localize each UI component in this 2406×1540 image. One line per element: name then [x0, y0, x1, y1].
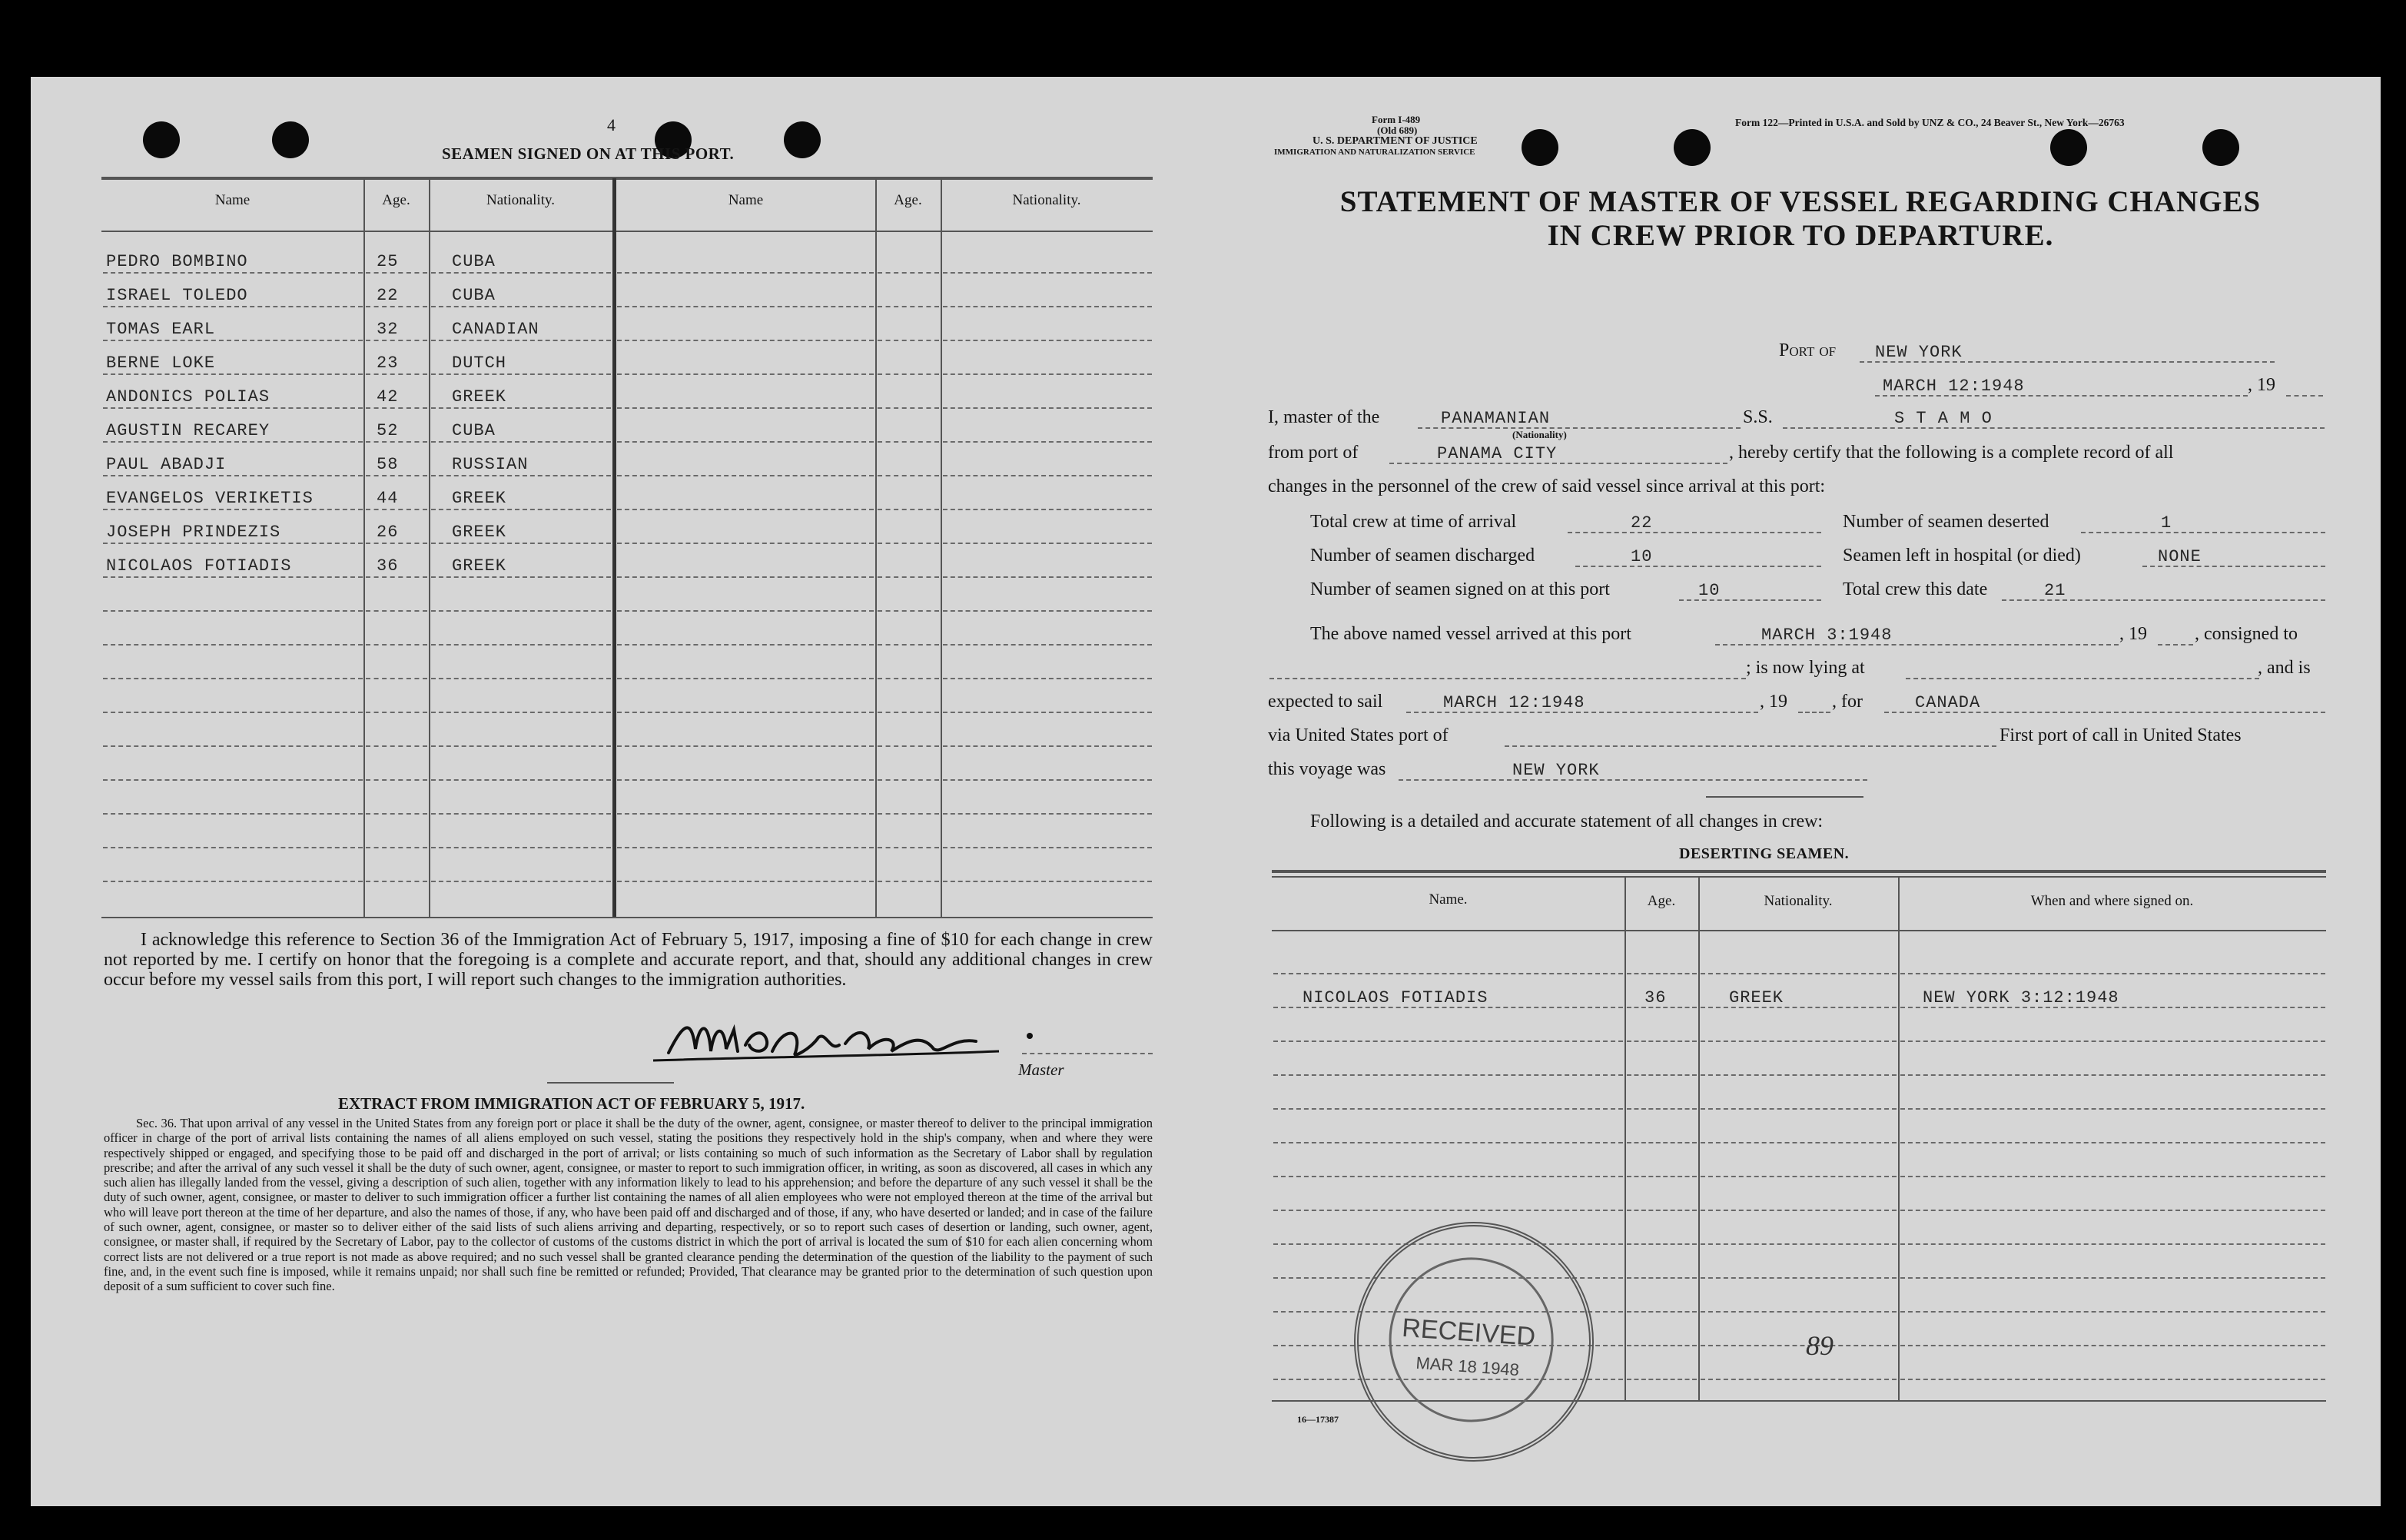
ruled-line — [1273, 1108, 1623, 1110]
ruled-line — [103, 779, 363, 781]
column-divider — [1698, 878, 1700, 1400]
ruled-line — [103, 475, 363, 476]
ruled-line — [431, 779, 611, 781]
ruled-line — [1900, 1243, 2325, 1245]
ruled-line — [103, 712, 363, 713]
column-header: Age. — [1647, 893, 1676, 909]
left-page-heading: SEAMEN SIGNED ON AT THIS PORT. — [442, 144, 735, 163]
form-title-line1: STATEMENT OF MASTER OF VESSEL REGARDING CHANGES — [1339, 185, 2262, 218]
ruled-line — [1701, 1108, 1897, 1110]
column-header: Name — [728, 192, 764, 208]
ruled-line — [431, 712, 611, 713]
total-crew-arrival-label: Total crew at time of arrival — [1310, 512, 1517, 532]
ruled-line — [878, 543, 939, 544]
statement-date: MARCH 12:1948 — [1883, 377, 2025, 396]
ruled-line — [943, 576, 1152, 578]
ruled-line — [943, 847, 1152, 848]
changes-text: changes in the personnel of the crew of said vessel since arrival at this port: — [1268, 476, 1826, 496]
ruled-line — [1627, 1379, 1697, 1380]
column-header: Name — [214, 192, 251, 208]
table-header-rule — [101, 231, 1153, 232]
ruled-line — [943, 678, 1152, 679]
seaman-name: ISRAEL TOLEDO — [106, 286, 248, 305]
seaman-age: 32 — [377, 320, 399, 339]
ruled-line — [617, 543, 874, 544]
ruled-line — [1273, 1040, 1623, 1042]
deserted-count: 1 — [2161, 513, 2172, 533]
ruled-line — [431, 847, 611, 848]
seaman-nationality: CUBA — [452, 252, 496, 271]
form-number: Form I-489 — [1372, 114, 1421, 125]
ruled-line — [1701, 1379, 1897, 1380]
punch-hole — [1522, 129, 1558, 166]
ruled-line — [103, 272, 363, 274]
ruled-line — [366, 745, 427, 747]
column-divider — [612, 178, 616, 917]
seaman-name: ANDONICS POLIAS — [106, 387, 270, 407]
signed-on-label: Number of seamen signed on at this port — [1310, 579, 1610, 599]
ruled-line — [878, 576, 939, 578]
ruled-line — [617, 340, 874, 341]
seaman-age: 26 — [377, 523, 399, 542]
ruled-line — [1900, 973, 2325, 974]
ruled-line — [366, 881, 427, 882]
ruled-line — [431, 306, 611, 307]
ruled-line — [617, 272, 874, 274]
ss-label: S.S. — [1743, 407, 1773, 427]
ruled-line — [617, 881, 874, 882]
ruled-line — [943, 610, 1152, 612]
seaman-age: 42 — [377, 387, 399, 407]
ruled-line — [1627, 1345, 1697, 1346]
printer-line: Form 122—Printed in U.S.A. and Sold by UNZ & CO., 24 Beaver St., New York—26763 — [1735, 117, 2125, 128]
ruled-line — [1627, 1108, 1697, 1110]
ruled-line — [1273, 1210, 1623, 1211]
ruled-line — [431, 509, 611, 510]
seaman-nationality: DUTCH — [452, 353, 507, 373]
ruled-line — [103, 847, 363, 848]
ruled-line — [878, 678, 939, 679]
nationality-caption: (Nationality) — [1512, 429, 1567, 440]
handwritten-number: 89 — [1806, 1330, 1834, 1361]
port-value: NEW YORK — [1875, 343, 1963, 362]
fill-line — [1798, 712, 1830, 713]
stamp-date-text: MAR 18 1948 — [1415, 1352, 1520, 1380]
ruled-line — [431, 576, 611, 578]
ruled-line — [431, 881, 611, 882]
ruled-line — [431, 373, 611, 375]
ruled-line — [943, 272, 1152, 274]
ruled-line — [617, 712, 874, 713]
column-header: Age. — [382, 192, 410, 208]
ruled-line — [943, 340, 1152, 341]
arrived-label: The above named vessel arrived at this port — [1310, 624, 1631, 644]
ruled-line — [878, 712, 939, 713]
arrived-year-prefix: , 19 — [2119, 624, 2147, 644]
seaman-nationality: CUBA — [452, 421, 496, 440]
ruled-line — [878, 475, 939, 476]
ruled-line — [103, 543, 363, 544]
seaman-nationality: CUBA — [452, 286, 496, 305]
ruled-line — [366, 779, 427, 781]
from-port-value: PANAMA CITY — [1437, 444, 1558, 463]
ruled-line — [943, 475, 1152, 476]
ruled-line — [366, 340, 427, 341]
punch-hole — [143, 121, 180, 158]
ruled-line — [943, 813, 1152, 815]
ruled-line — [878, 610, 939, 612]
master-of-label: I, master of the — [1268, 407, 1380, 427]
seaman-name: NICOLAOS FOTIADIS — [106, 556, 292, 576]
column-divider — [1624, 878, 1626, 1400]
ruled-line — [943, 779, 1152, 781]
ruled-line — [431, 441, 611, 443]
deserter-age: 36 — [1644, 988, 1667, 1007]
ruled-line — [878, 813, 939, 815]
ruled-line — [617, 745, 874, 747]
seaman-nationality: GREEK — [452, 489, 507, 508]
seaman-name: PEDRO BOMBINO — [106, 252, 248, 271]
ruled-line — [366, 441, 427, 443]
document-sheet — [31, 77, 2381, 1506]
ruled-line — [1627, 1277, 1697, 1279]
total-crew-arrival: 22 — [1631, 513, 1653, 533]
ruled-line — [103, 509, 363, 510]
seaman-name: AGUSTIN RECAREY — [106, 421, 270, 440]
master-label: Master — [1018, 1060, 1064, 1079]
ruled-line — [366, 847, 427, 848]
seaman-age: 44 — [377, 489, 399, 508]
stamp-received-text: RECEIVED — [1401, 1313, 1537, 1352]
ruled-line — [878, 644, 939, 646]
ruled-line — [878, 272, 939, 274]
ruled-line — [366, 475, 427, 476]
seaman-nationality: CANADIAN — [452, 320, 539, 339]
ruled-line — [943, 407, 1152, 409]
ruled-line — [1627, 1311, 1697, 1313]
ruled-line — [943, 373, 1152, 375]
fill-line — [1575, 566, 1821, 567]
ruled-line — [1900, 1040, 2325, 1042]
ruled-line — [878, 779, 939, 781]
for-label: , for — [1832, 692, 1863, 712]
ruled-line — [366, 576, 427, 578]
vessel-name: S T A M O — [1894, 409, 1993, 428]
ruled-line — [431, 813, 611, 815]
ruled-line — [1900, 1210, 2325, 1211]
ruled-line — [617, 678, 874, 679]
ruled-line — [1627, 1176, 1697, 1177]
ruled-line — [1701, 1176, 1897, 1177]
ruled-line — [943, 644, 1152, 646]
ruled-line — [103, 407, 363, 409]
ruled-line — [431, 543, 611, 544]
ruled-line — [617, 576, 874, 578]
ruled-line — [1627, 1210, 1697, 1211]
ruled-line — [1900, 1074, 2325, 1076]
column-divider — [875, 178, 877, 917]
ruled-line — [431, 475, 611, 476]
ruled-line — [1701, 1243, 1897, 1245]
ruled-line — [366, 407, 427, 409]
seaman-nationality: GREEK — [452, 387, 507, 407]
ruled-line — [366, 610, 427, 612]
ruled-line — [617, 441, 874, 443]
seaman-age: 22 — [377, 286, 399, 305]
ruled-line — [103, 881, 363, 882]
ruled-line — [366, 272, 427, 274]
ruled-line — [617, 779, 874, 781]
deserting-header-rule — [1272, 930, 2326, 931]
column-header: Nationality. — [1764, 893, 1833, 909]
ruled-line — [103, 678, 363, 679]
ruled-line — [617, 475, 874, 476]
ruled-line — [366, 509, 427, 510]
fill-line — [2286, 395, 2323, 397]
punch-hole — [2202, 129, 2239, 166]
ruled-line — [943, 745, 1152, 747]
ruled-line — [103, 306, 363, 307]
seaman-name: EVANGELOS VERIKETIS — [106, 489, 314, 508]
from-port-label: from port of — [1268, 443, 1359, 463]
sail-date: MARCH 12:1948 — [1443, 693, 1585, 712]
master-signature — [638, 1007, 1053, 1068]
ruled-line — [103, 745, 363, 747]
ruled-line — [617, 306, 874, 307]
ruled-line — [1900, 1379, 2325, 1380]
ruled-line — [431, 610, 611, 612]
hospital-count: NONE — [2158, 547, 2202, 566]
ruled-line — [103, 373, 363, 375]
ruled-line — [431, 644, 611, 646]
discharged-count: 10 — [1631, 547, 1653, 566]
ruled-line — [1701, 1210, 1897, 1211]
hospital-label: Seamen left in hospital (or died) — [1843, 546, 2081, 566]
ruled-line — [1900, 1108, 2325, 1110]
column-divider — [429, 178, 430, 917]
ruled-line — [431, 745, 611, 747]
extract-title: EXTRACT FROM IMMIGRATION ACT OF FEBRUARY 5, 1917. — [338, 1094, 805, 1113]
ruled-line — [1627, 1142, 1697, 1143]
ruled-line — [1627, 1074, 1697, 1076]
ruled-line — [366, 373, 427, 375]
ruled-line — [617, 813, 874, 815]
ruled-line — [878, 441, 939, 443]
ruled-line — [617, 847, 874, 848]
ruled-line — [878, 847, 939, 848]
ruled-line — [878, 306, 939, 307]
ruled-line — [431, 407, 611, 409]
ruled-line — [617, 644, 874, 646]
expected-label: expected to sail — [1268, 692, 1383, 712]
ruled-line — [1701, 973, 1897, 974]
extract-text: Sec. 36. That upon arrival of any vessel in the United States from any foreign port or place it shall be the duty of the owner, agent, consignee, or master thereof to deliver to the principal immigration officer in charge of the port of arrival lists containing the names of all aliens employed on such vessel, stating the positions they respectively hold in the ship's company, when and where they were respectively shipped or engaged, and specifying those to be paid off and discharged in the port of arrival; or lists containing so much of such information as the Secretary of Labor shall by regulation prescribe; and after the arrival of any such vessel it shall be the duty of such owner, agent, consignee, or master to report to such immigration officer, in writing, as soon as discovered, all cases in which any such alien has illegally landed from the vessel, giving a description of such alien, together with any information likely to lead to his apprehension; and before the departure of any such vessel it shall be the duty of such owner, agent, consignee, or master to deliver to such immigration officer a further list containing the names of all alien employees who were not employed thereon at the time of the arrival but who will leave port thereon at the time of her departure, and also the names of those, if any, who have been paid off and discharged and of those, if any, who have deserted or landed; and in case of the failure of such owner, agent, consignee, or master so to deliver either of the said lists of such aliens arriving and departing, respectively, or so to report such cases of desertion or landing, such owner, agent, consignee, or master shall, if required by the Secretary of Labor, pay to the collector of customs of the customs district in which the port of arrival is located the sum of $10 for each alien concerning whom correct lists are not delivered or a true report is not made as above required; and no such vessel shall be granted clearance pending the determination of the question of the liability to the payment of such fine, and, in the event such fine is imposed, while it remains unpaid; nor shall such fine be remitted or refunded; Provided, That clearance may be granted prior to the determination of such question upon deposit of a sum sufficient to cover such fine. — [104, 1116, 1153, 1294]
column-header: When and where signed on. — [2030, 893, 2194, 909]
ruled-line — [878, 509, 939, 510]
fill-line — [1399, 779, 1867, 781]
ruled-line — [617, 373, 874, 375]
fill-line — [1706, 796, 1863, 798]
punch-hole — [272, 121, 309, 158]
column-header: Name. — [1429, 891, 1468, 908]
ruled-line — [366, 543, 427, 544]
seaman-nationality: GREEK — [452, 523, 507, 542]
column-divider — [1898, 878, 1900, 1400]
vessel-nationality: PANAMANIAN — [1441, 409, 1551, 428]
ruled-line — [1273, 1176, 1623, 1177]
ruled-line — [1273, 1074, 1623, 1076]
ruled-line — [878, 407, 939, 409]
seaman-name: PAUL ABADJI — [106, 455, 227, 474]
year-prefix: , 19 — [2248, 375, 2275, 395]
lying-label: ; is now lying at — [1746, 658, 1865, 678]
service-name: IMMIGRATION AND NATURALIZATION SERVICE — [1274, 148, 1475, 157]
fill-line — [1568, 532, 1821, 533]
column-header: Nationality. — [1012, 192, 1081, 208]
fill-line — [1269, 678, 1746, 679]
ruled-line — [617, 407, 874, 409]
ruled-line — [1900, 1277, 2325, 1279]
seaman-age: 36 — [377, 556, 399, 576]
ruled-line — [1900, 1345, 2325, 1346]
ruled-line — [103, 441, 363, 443]
signed-on-count: 10 — [1698, 581, 1721, 600]
ruled-line — [878, 373, 939, 375]
signature-line — [547, 1082, 674, 1084]
acknowledgement-text: I acknowledge this reference to Section 36 of the Immigration Act of February 5, 1917, imposing a fine of $10 for each change in crew not reported by me. I certify on honor that the foregoing is a complete and accurate report, and that, should any additional changes in crew occur before my vessel sails from this port, I will report such changes to the immigration authorities. — [104, 930, 1153, 990]
ruled-line — [878, 745, 939, 747]
port-label: Port of — [1779, 340, 1837, 360]
ruled-line — [366, 306, 427, 307]
page-number: 4 — [607, 115, 616, 134]
ruled-line — [617, 610, 874, 612]
ruled-line — [1273, 1142, 1623, 1143]
ruled-line — [878, 340, 939, 341]
seaman-nationality: RUSSIAN — [452, 455, 529, 474]
ruled-line — [1701, 1345, 1897, 1346]
form-old-number: (Old 689) — [1377, 124, 1418, 136]
ruled-line — [366, 813, 427, 815]
ruled-line — [1701, 1040, 1897, 1042]
ruled-line — [431, 340, 611, 341]
first-port-label: First port of call in United States — [1999, 725, 2242, 745]
ruled-line — [943, 306, 1152, 307]
ruled-line — [943, 881, 1152, 882]
ruled-line — [1701, 1074, 1897, 1076]
fill-line — [1906, 678, 2259, 679]
seaman-nationality: GREEK — [452, 556, 507, 576]
ruled-line — [1900, 1311, 2325, 1313]
ruled-line — [878, 881, 939, 882]
punch-hole — [784, 121, 821, 158]
table-top-rule — [101, 177, 1153, 180]
ruled-line — [103, 610, 363, 612]
table-bottom-rule — [101, 917, 1153, 918]
ruled-line — [943, 712, 1152, 713]
form-title-line2: IN CREW PRIOR TO DEPARTURE. — [1547, 219, 2054, 252]
ruled-line — [943, 509, 1152, 510]
consigned-label: , consigned to — [2195, 624, 2298, 644]
department-name: U. S. DEPARTMENT OF JUSTICE — [1313, 135, 1478, 147]
seaman-age: 25 — [377, 252, 399, 271]
deserter-signed-on: NEW YORK 3:12:1948 — [1923, 988, 2119, 1007]
fill-line — [1505, 745, 1996, 747]
discharged-label: Number of seamen discharged — [1310, 546, 1535, 566]
total-crew-date: 21 — [2044, 581, 2066, 600]
ruled-line — [366, 678, 427, 679]
deserter-nationality: GREEK — [1729, 988, 1784, 1007]
ruled-line — [103, 813, 363, 815]
column-divider — [941, 178, 942, 917]
ruled-line — [1627, 1243, 1697, 1245]
via-label: via United States port of — [1268, 725, 1449, 745]
ruled-line — [943, 543, 1152, 544]
seaman-name: BERNE LOKE — [106, 353, 216, 373]
voyage-value: NEW YORK — [1512, 761, 1600, 780]
punch-hole — [1674, 129, 1711, 166]
ruled-line — [103, 644, 363, 646]
ruled-line — [366, 712, 427, 713]
ruled-line — [1273, 973, 1623, 974]
received-stamp — [1339, 1206, 1609, 1477]
fill-line — [2081, 532, 2325, 533]
column-header: Nationality. — [486, 192, 555, 208]
ruled-line — [943, 441, 1152, 443]
seaman-age: 52 — [377, 421, 399, 440]
ruled-line — [103, 340, 363, 341]
and-is-label: , and is — [2258, 658, 2311, 678]
ruled-line — [1701, 1311, 1897, 1313]
voyage-label: this voyage was — [1268, 759, 1386, 779]
ruled-line — [366, 644, 427, 646]
ruled-line — [1900, 1176, 2325, 1177]
deserting-table-top — [1272, 870, 2326, 873]
seaman-name: JOSEPH PRINDEZIS — [106, 523, 281, 542]
seaman-age: 58 — [377, 455, 399, 474]
fill-line — [1783, 427, 2325, 429]
destination: CANADA — [1915, 693, 1981, 712]
ruled-line — [1701, 1142, 1897, 1143]
certify-text: , hereby certify that the following is a complete record of all — [1729, 443, 2174, 463]
following-label: Following is a detailed and accurate statement of all changes in crew: — [1310, 811, 1824, 831]
deserter-name: NICOLAOS FOTIADIS — [1303, 988, 1488, 1007]
signature-line — [1022, 1053, 1153, 1054]
deserted-label: Number of seamen deserted — [1843, 512, 2049, 532]
ruled-line — [617, 509, 874, 510]
ruled-line — [1627, 1040, 1697, 1042]
sail-year-prefix: , 19 — [1760, 692, 1787, 712]
ruled-line — [1900, 1142, 2325, 1143]
column-divider — [363, 178, 365, 917]
total-crew-date-label: Total crew this date — [1843, 579, 1988, 599]
ruled-line — [431, 678, 611, 679]
fill-line — [2158, 644, 2193, 646]
seaman-age: 23 — [377, 353, 399, 373]
column-header: Age. — [894, 192, 922, 208]
ruled-line — [1701, 1277, 1897, 1279]
ruled-line — [1627, 973, 1697, 974]
arrived-date: MARCH 3:1948 — [1761, 626, 1893, 645]
footer-code: 16—17387 — [1297, 1414, 1339, 1425]
deserting-table-top — [1272, 876, 2326, 878]
ruled-line — [103, 576, 363, 578]
punch-hole — [2050, 129, 2087, 166]
ruled-line — [431, 272, 611, 274]
seaman-name: TOMAS EARL — [106, 320, 216, 339]
deserting-heading: DESERTING SEAMEN. — [1679, 845, 1850, 862]
